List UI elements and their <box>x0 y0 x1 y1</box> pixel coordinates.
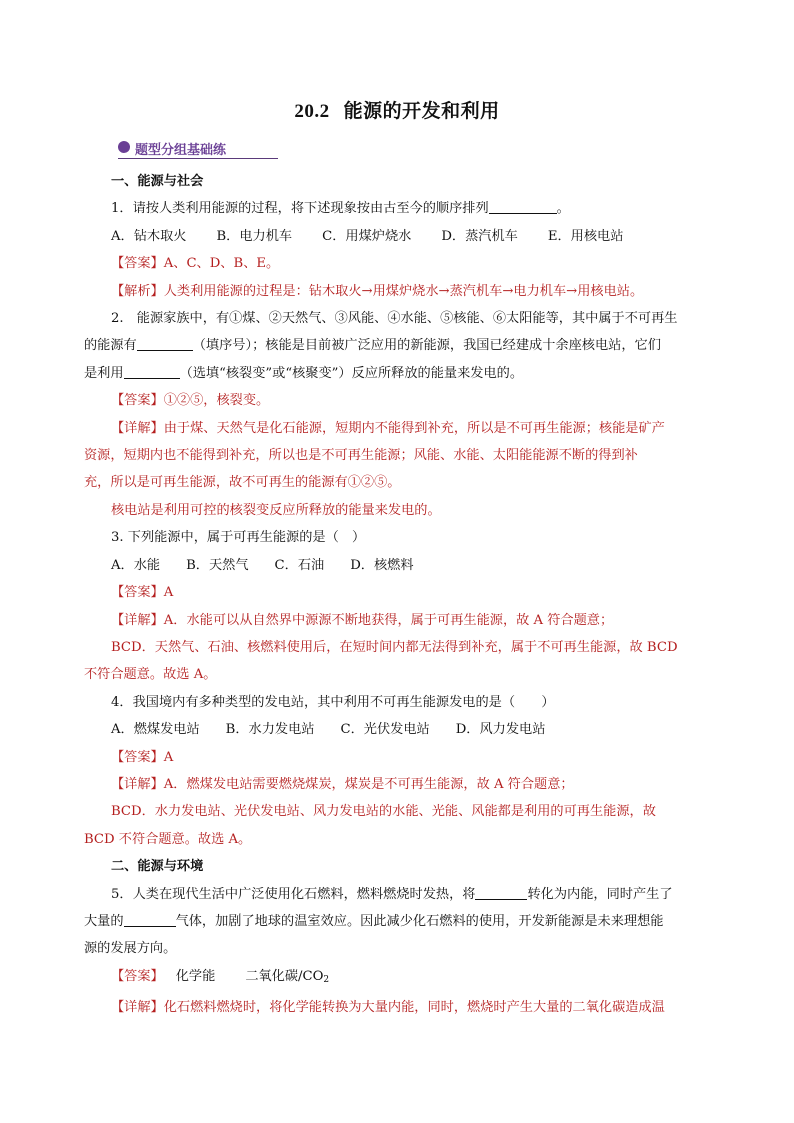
q3-detail-2: BCD．天然气、石油、核燃料使用后，在短时间内都无法得到补充，属于不可再生能源，故 BCD <box>111 639 678 655</box>
q3-stem: 3. 下列能源中，属于可再生能源的是（ ） <box>111 530 366 546</box>
q5-answer-2-sub: 2 <box>323 974 330 985</box>
q5-line1 <box>84 881 714 908</box>
q5-line3: 源的发展方向。 <box>84 941 177 957</box>
content-body <box>84 168 714 1022</box>
q2-detail-4: 核电站是利用可控的核裂变反应所释放的能量来发电的。 <box>111 502 441 518</box>
q5-detail-1 <box>84 994 714 1021</box>
section-tag <box>118 138 278 159</box>
q5-line2b: 气体，加剧了地球的温室效应。因此减少化石燃料的使用，开发新能源是未来理想能 <box>175 913 664 929</box>
q4-options <box>84 716 714 743</box>
q1-stem-end: 。 <box>556 201 570 217</box>
q3-option-a: A．水能 <box>111 557 161 573</box>
q4-answer-text: A <box>163 749 174 765</box>
heading-energy-environment: 二、能源与环境 <box>111 859 204 875</box>
title-number: 20.2 <box>294 101 330 122</box>
q5-detail-text-1: 化石燃料燃烧时，将化学能转换为大量内能，同时，燃烧时产生大量的二氧化碳造成温 <box>163 1000 665 1016</box>
q3-options <box>84 552 714 579</box>
q2-line2 <box>84 332 714 359</box>
q4-detail-text-1: A．燃煤发电站需要燃烧煤炭，煤炭是不可再生能源，故 A 符合题意； <box>163 776 574 792</box>
q2-line3a: 是利用 <box>84 365 124 381</box>
q3-detail-1 <box>84 607 714 634</box>
q1-analysis-tag: 【解析】 <box>111 283 164 299</box>
q1-options <box>84 223 714 250</box>
q5-answer-1: 化学能 <box>175 968 216 984</box>
q2-line1: 2. 能源家族中，有①煤、②天然气、③风能、④水能、⑤核能、⑥太阳能等，其中属于不可再生 <box>111 311 678 327</box>
q1-stem <box>84 195 714 222</box>
q1-analysis-text: 人类利用能源的过程是：钻木取火→用煤炉烧水→蒸汽机车→电力机车→用核电站。 <box>163 283 644 299</box>
q1-blank <box>489 199 557 214</box>
q5-line1a: 5．人类在现代生活中广泛使用化石燃料，燃料燃烧时发热，将 <box>111 886 476 902</box>
heading-energy-society: 一、能源与社会 <box>111 174 204 189</box>
q2-answer-text: ①②⑤，核裂变。 <box>163 393 270 409</box>
q2-blank-1 <box>137 336 193 351</box>
q3-detail-text-1: A．水能可以从自然界中源源不断地获得，属于可再生能源，故 A 符合题意； <box>163 612 614 628</box>
q2-detail-text-1: 由于煤、天然气是化石能源，短期内不能得到补充，所以是不可再生能源；核能是矿产 <box>163 420 665 436</box>
q3-answer <box>84 579 714 606</box>
q5-line1b: 转化为内能，同时产生了 <box>527 886 673 902</box>
q4-detail-3: BCD 不符合题意。故选 A。 <box>84 831 252 847</box>
q1-option-b: B．电力机车 <box>216 228 293 244</box>
bullet-dot-icon <box>118 141 130 153</box>
q4-stem: 4．我国境内有多种类型的发电站，其中利用不可再生能源发电的是（ ） <box>111 694 555 710</box>
q2-line3b: （选填“核裂变”或“核聚变”）反应所释放的能量来发电的。 <box>179 365 524 381</box>
q1-answer-tag: 【答案】 <box>111 256 164 272</box>
q4-detail-1 <box>84 771 714 798</box>
q2-detail-1 <box>84 415 714 442</box>
q4-option-d: D．风力发电站 <box>455 722 546 738</box>
q3-option-b: B．天然气 <box>186 557 249 573</box>
q4-answer-tag: 【答案】 <box>111 749 164 765</box>
q1-option-c: C．用煤炉烧水 <box>322 228 412 244</box>
q2-line3 <box>84 360 714 387</box>
q1-option-e: E．用核电站 <box>547 228 624 244</box>
q1-answer-text: A、C、D、B、E。 <box>163 256 280 272</box>
q4-answer <box>84 744 714 771</box>
q3-option-c: C．石油 <box>274 557 325 573</box>
q1-option-a: A．钻木取火 <box>111 228 187 244</box>
q5-blank-1 <box>475 885 527 900</box>
q1-stem-text: 1．请按人类利用能源的过程，将下述现象按由古至今的顺序排列 <box>111 201 489 217</box>
title-text: 能源的开发和利用 <box>343 100 500 122</box>
q5-line2 <box>84 908 714 935</box>
q4-option-a: A．燃煤发电站 <box>111 722 200 738</box>
q2-detail-tag: 【详解】 <box>111 420 164 436</box>
page-title <box>0 96 794 123</box>
section-tag-label: 题型分组基础练 <box>135 143 227 158</box>
q3-detail-3: 不符合题意。故选 A。 <box>84 667 217 683</box>
q2-answer <box>84 387 714 414</box>
q4-option-b: B．水力发电站 <box>225 722 315 738</box>
q2-detail-3: 充，所以是可再生能源，故不可再生的能源有①②⑤。 <box>84 475 401 491</box>
q5-detail-tag: 【详解】 <box>111 1000 164 1016</box>
q3-option-d: D．核燃料 <box>350 557 414 573</box>
q1-answer <box>84 250 714 277</box>
q2-blank-2 <box>124 364 180 379</box>
q5-line2a: 大量的 <box>84 913 124 929</box>
q4-detail-tag: 【详解】 <box>111 776 164 792</box>
q2-line2b: （填序号）；核能是目前被广泛应用的新能源，我国已经建成十余座核电站，它们 <box>192 338 661 354</box>
q2-detail-2: 资源，短期内也不能得到补充，所以也是不可再生能源；风能、水能、太阳能能源不断的得到补 <box>84 448 638 464</box>
q3-answer-text: A <box>163 585 174 601</box>
q5-answer-2: 二氧化碳/CO <box>245 968 324 984</box>
q5-answer-tag: 【答案】 <box>111 968 164 984</box>
q5-blank-2 <box>124 912 176 927</box>
q3-answer-tag: 【答案】 <box>111 585 164 601</box>
q2-answer-tag: 【答案】 <box>111 393 164 409</box>
q5-answer <box>84 963 714 994</box>
q2-line2a: 的能源有 <box>84 338 137 354</box>
q3-detail-tag: 【详解】 <box>111 612 164 628</box>
q4-detail-2: BCD．水力发电站、光伏发电站、风力发电站的水能、光能、风能都是利用的可再生能源，故 <box>111 804 656 820</box>
q4-option-c: C．光伏发电站 <box>340 722 430 738</box>
q1-analysis <box>84 278 714 305</box>
q1-option-d: D．蒸汽机车 <box>441 228 518 244</box>
